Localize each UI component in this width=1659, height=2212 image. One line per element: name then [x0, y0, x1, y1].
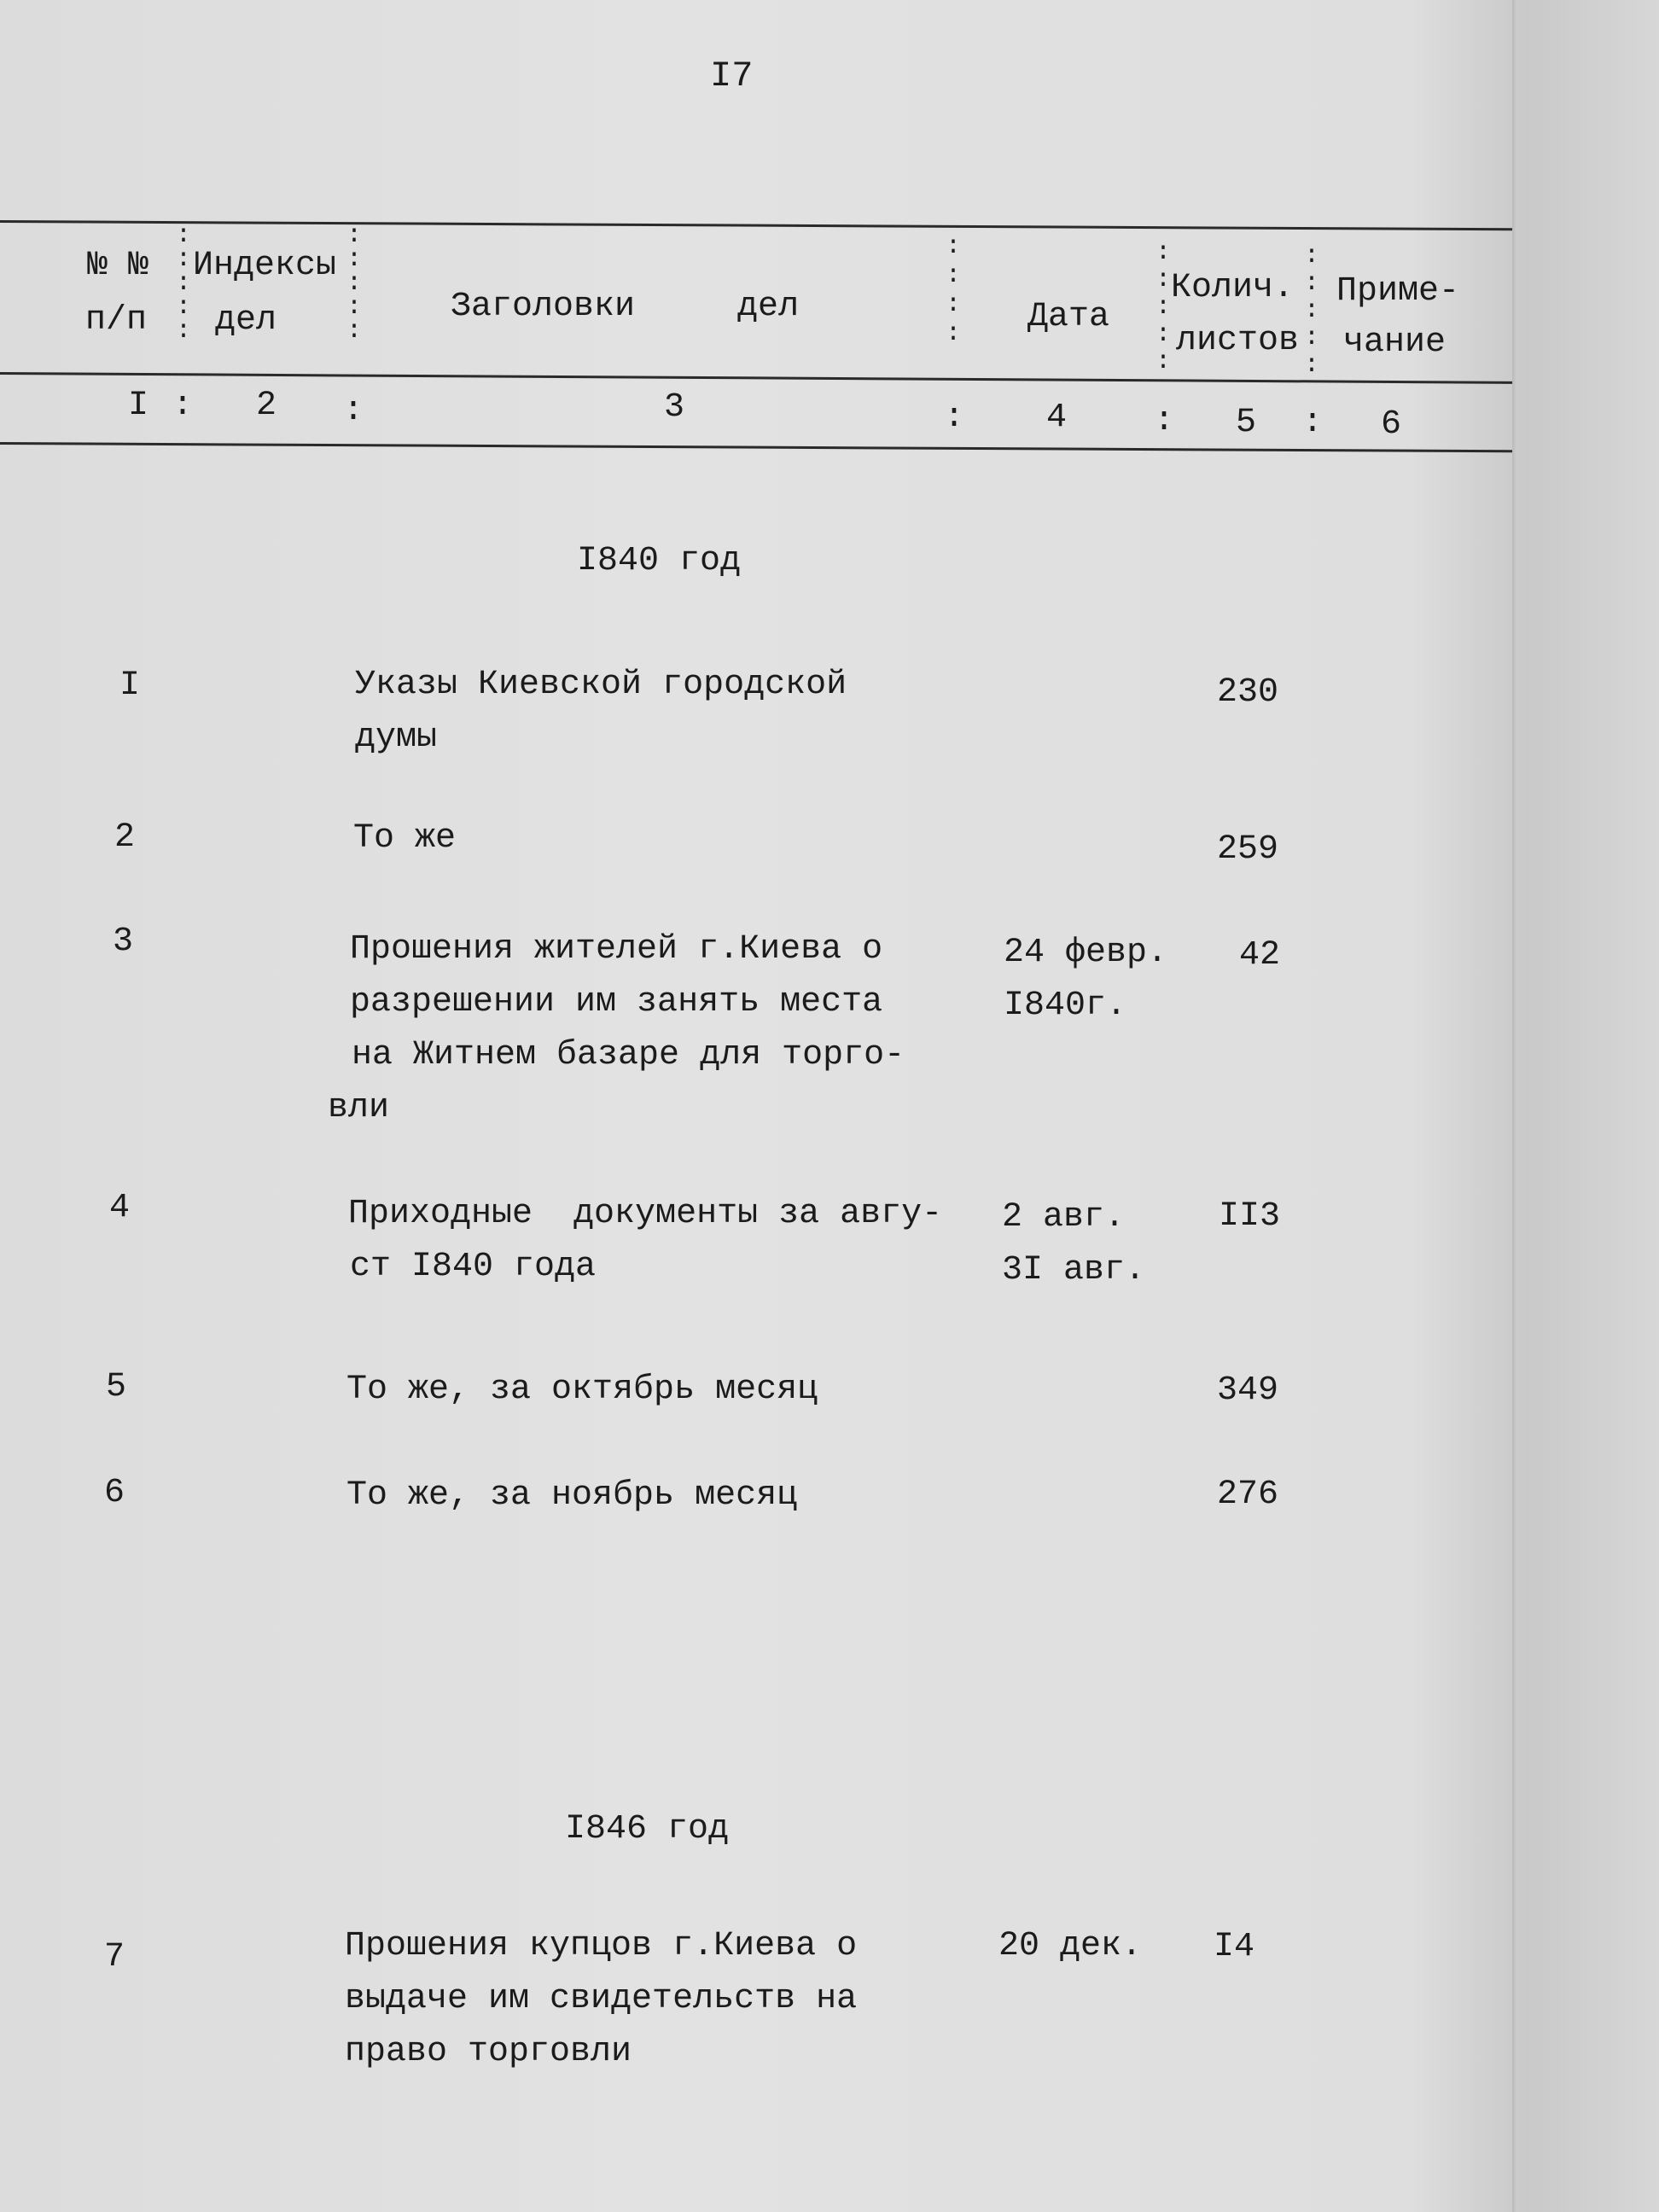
- numbers-separator: :: [1302, 404, 1324, 442]
- row-title-line: То же, за ноябрь месяц: [346, 1476, 798, 1515]
- page-edge-shadow: [1512, 0, 1517, 2212]
- header-col6-line1: Приме-: [1336, 272, 1460, 311]
- column-number: 2: [256, 387, 277, 425]
- numbers-separator: :: [1154, 402, 1175, 440]
- row-number: 3: [113, 923, 134, 961]
- header-col2-line2: дел: [215, 301, 277, 340]
- year-heading: I846 год: [565, 1810, 730, 1848]
- numbers-separator: :: [944, 399, 965, 437]
- header-col1-line1: № №: [87, 247, 149, 285]
- header-col5-line2: листов: [1176, 322, 1300, 360]
- header-col1-line2: п/п: [85, 301, 148, 340]
- row-title-line: право торговли: [345, 2033, 632, 2071]
- table-header-rule: [0, 372, 1512, 384]
- header-col6-line2: чание: [1343, 323, 1447, 362]
- numbers-separator: :: [172, 387, 194, 425]
- header-col5-line1: Колич.: [1171, 269, 1295, 307]
- header-separator: : : : :: [946, 232, 962, 348]
- column-number: 4: [1046, 399, 1068, 437]
- row-title-line: Прошения купцов г.Киева о: [345, 1927, 858, 1965]
- numbers-separator: :: [343, 392, 364, 430]
- row-date-line: 24 февр.: [1004, 934, 1168, 972]
- column-number: I: [128, 387, 149, 425]
- row-title-line: Прошения жителей г.Киева о: [350, 930, 883, 969]
- row-title-line: выдаче им свидетельств на: [345, 1980, 858, 2018]
- header-col4: Дата: [1027, 298, 1110, 336]
- row-number: 6: [104, 1474, 125, 1512]
- row-sheets: 259: [1217, 830, 1279, 869]
- page-number: I7: [710, 55, 754, 96]
- header-separator: : : : : :: [1155, 238, 1172, 376]
- row-title-line: То же, за октябрь месяц: [346, 1371, 818, 1409]
- table-bottom-rule: [0, 442, 1512, 452]
- row-title-line: То же: [353, 819, 457, 858]
- row-sheets: 349: [1217, 1371, 1279, 1410]
- table-top-rule: [0, 220, 1512, 230]
- row-number: I: [119, 667, 141, 705]
- row-date-line: I840г.: [1004, 987, 1127, 1025]
- column-number: 3: [664, 388, 685, 427]
- row-sheets: 276: [1217, 1476, 1279, 1514]
- row-number: 5: [106, 1368, 127, 1406]
- row-title-line: на Житнем базаре для торго-: [352, 1036, 905, 1074]
- row-date-line: 3I авг.: [1002, 1251, 1146, 1289]
- header-separator: : : : : :: [346, 221, 363, 346]
- row-title-line: разрешении им занять места: [350, 983, 883, 1022]
- row-number: 2: [114, 818, 136, 857]
- row-sheets: II3: [1219, 1197, 1281, 1236]
- column-number: 6: [1381, 405, 1402, 444]
- header-col3: Заголовки дел: [451, 288, 800, 326]
- header-col2-line1: Индексы: [193, 247, 337, 285]
- row-sheets: 230: [1217, 673, 1279, 712]
- row-date-line: 20 дек.: [998, 1927, 1143, 1965]
- row-number: 4: [109, 1189, 131, 1227]
- row-title-line: думы: [355, 719, 438, 757]
- row-title-line: Приходные документы за авгу-: [348, 1195, 943, 1233]
- row-title-line: вли: [328, 1089, 390, 1127]
- header-separator: : : : : :: [176, 221, 192, 346]
- row-sheets: 42: [1239, 936, 1281, 975]
- row-title-line: ст I840 года: [350, 1248, 597, 1286]
- row-title-line: Указы Киевской городской: [355, 666, 847, 704]
- year-heading: I840 год: [577, 542, 742, 580]
- row-number: 7: [104, 1938, 125, 1976]
- row-sheets: I4: [1214, 1928, 1255, 1966]
- row-date-line: 2 авг.: [1002, 1198, 1126, 1237]
- column-number: 5: [1236, 404, 1257, 442]
- header-separator: : : : : :: [1304, 242, 1320, 380]
